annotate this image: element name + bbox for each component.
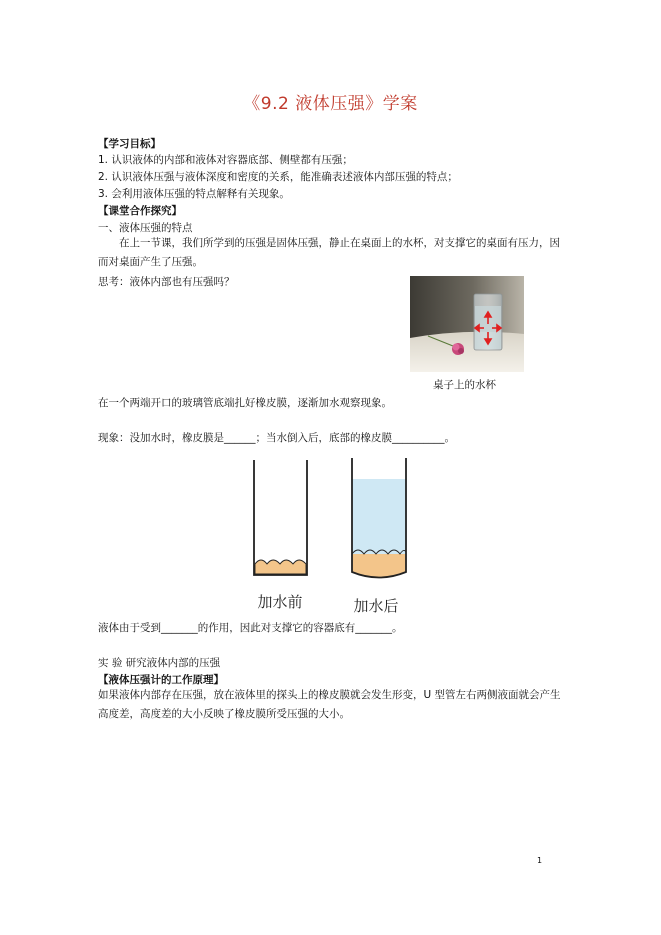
goal-item-2: 2. 认识液体压强与液体深度和密度的关系，能准确表述液体内部压强的特点； [98,171,458,183]
tube-before-icon [254,460,307,575]
goal-item-1: 1. 认识液体的内部和液体对容器底部、侧壁都有压强； [98,154,353,166]
goals-heading: 【学习目标】 [98,138,161,150]
tube-after-icon [352,458,406,578]
principle-heading: 【液体压强计的工作原理】 [98,674,224,686]
think-question: 思考：液体内部也有压强吗？ [98,276,235,288]
section-1-heading: 一、液体压强的特点 [98,222,193,234]
explore-heading: 【课堂合作探究】 [98,205,182,217]
page-title: 《9.2 液体压强》学案 [243,94,418,114]
tube-experiment-diagram [236,456,436,616]
intro-paragraph: 在上一节课，我们所学到的压强是固体压强，静止在桌面上的水杯，对支撑它的桌面有压力，因而对桌面产生了压强。 [98,237,560,268]
label-after: 加水后 [353,597,399,615]
label-before: 加水前 [257,593,303,611]
experiment-heading: 实 验 研究液体内部的压强 [98,657,221,669]
goal-item-3: 3. 会利用液体压强的特点解释有关现象。 [98,188,290,200]
photo-caption: 桌子上的水杯 [433,379,496,391]
page-number: 1 [537,856,543,865]
water-glass-photo [410,276,524,372]
setup-sentence: 在一个两端开口的玻璃管底端扎好橡皮膜，逐渐加水观察现象。 [98,397,392,409]
phenomenon-blank-sentence: 现象：没加水时，橡皮膜是______；当水倒入后，底部的橡皮膜__________。 [98,432,455,444]
conclusion-blank-sentence: 液体由于受到_______的作用，因此对支撑它的容器底有_______。 [98,622,403,634]
principle-paragraph: 如果液体内部存在压强，放在液体里的探头上的橡皮膜就会发生形变，U 型管左右两侧液面就会产生高度差，高度差的大小反映了橡皮膜所受压强的大小。 [98,689,561,720]
water-glass-illustration [410,276,524,372]
